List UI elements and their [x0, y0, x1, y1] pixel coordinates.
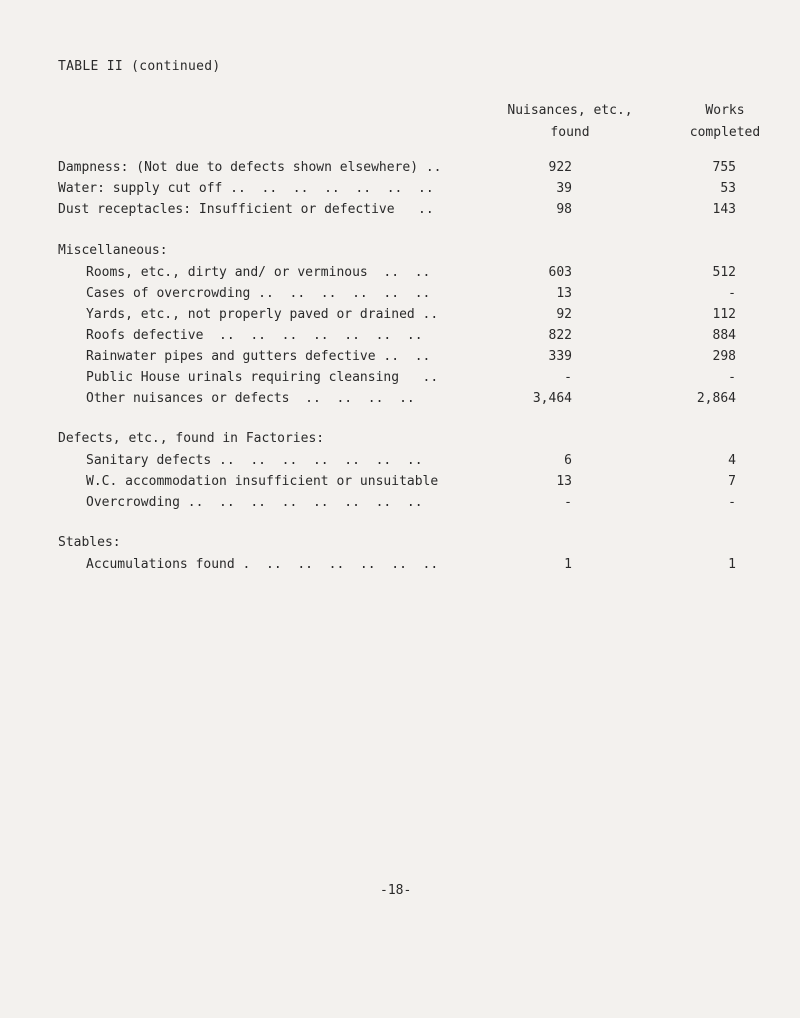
found-value: -	[564, 370, 572, 385]
found-value: 13	[556, 474, 572, 489]
works-value: 7	[728, 474, 736, 489]
found-value: 13	[556, 286, 572, 301]
row-label: Dust receptacles: Insufficient or defective ..	[58, 202, 434, 217]
table-row	[0, 181, 800, 201]
table-row	[0, 391, 800, 411]
row-label: Rooms, etc., dirty and/ or verminous .. ..	[86, 265, 431, 280]
row-label: Overcrowding .. .. .. .. .. .. .. ..	[86, 495, 423, 510]
found-value: 922	[548, 160, 572, 175]
row-label: Yards, etc., not properly paved or drained ..	[86, 307, 439, 322]
works-value: -	[728, 286, 736, 301]
found-value: 3,464	[532, 391, 572, 406]
header-found-line1: Nuisances, etc.,	[507, 103, 633, 118]
works-value: 1	[728, 557, 736, 572]
works-value: 755	[712, 160, 736, 175]
table-row	[0, 202, 800, 222]
section-heading-miscellaneous: Miscellaneous:	[58, 243, 168, 258]
row-label: Accumulations found . .. .. .. .. .. ..	[86, 557, 439, 572]
found-value: 1	[564, 557, 572, 572]
section-heading-factories: Defects, etc., found in Factories:	[58, 431, 325, 446]
table-row	[0, 370, 800, 390]
table-row	[0, 286, 800, 306]
table-row	[0, 160, 800, 180]
header-works-line1: Works	[705, 103, 745, 118]
header-works-line2: completed	[689, 125, 761, 140]
header-found-line2: found	[550, 125, 590, 140]
table-row	[0, 453, 800, 473]
works-value: 298	[712, 349, 736, 364]
section-heading-stables: Stables:	[58, 535, 121, 550]
row-label: Public House urinals requiring cleansing ..	[86, 370, 439, 385]
found-value: 339	[548, 349, 572, 364]
page-number: -18-	[380, 883, 412, 898]
works-value: 112	[712, 307, 736, 322]
works-value: -	[728, 370, 736, 385]
row-label: W.C. accommodation insufficient or unsuitable	[86, 474, 439, 489]
table-row	[0, 307, 800, 327]
found-value: 39	[556, 181, 572, 196]
works-value: 4	[728, 453, 736, 468]
table-row	[0, 265, 800, 285]
works-value: 53	[720, 181, 736, 196]
found-value: 6	[564, 453, 572, 468]
works-value: 884	[712, 328, 736, 343]
row-label: Roofs defective .. .. .. .. .. .. ..	[86, 328, 423, 343]
table-row	[0, 557, 800, 577]
column-header-works-completed	[660, 100, 790, 144]
works-value: -	[728, 495, 736, 510]
row-label: Dampness: (Not due to defects shown elsewhere) ..	[58, 160, 442, 175]
table-row	[0, 474, 800, 494]
found-value: 92	[556, 307, 572, 322]
row-label: Water: supply cut off .. .. .. .. .. .. ..	[58, 181, 434, 196]
found-value: 603	[548, 265, 572, 280]
row-label: Other nuisances or defects .. .. .. ..	[86, 391, 415, 406]
table-row	[0, 349, 800, 369]
found-value: 98	[556, 202, 572, 217]
found-value: 822	[548, 328, 572, 343]
table-row	[0, 328, 800, 348]
works-value: 512	[712, 265, 736, 280]
works-value: 2,864	[696, 391, 736, 406]
table-title: TABLE II (continued)	[58, 59, 221, 74]
column-header-nuisances-found	[490, 100, 650, 144]
table-row	[0, 495, 800, 515]
row-label: Cases of overcrowding .. .. .. .. .. ..	[86, 286, 431, 301]
found-value: -	[564, 495, 572, 510]
works-value: 143	[712, 202, 736, 217]
row-label: Rainwater pipes and gutters defective .. ..	[86, 349, 431, 364]
row-label: Sanitary defects .. .. .. .. .. .. ..	[86, 453, 423, 468]
